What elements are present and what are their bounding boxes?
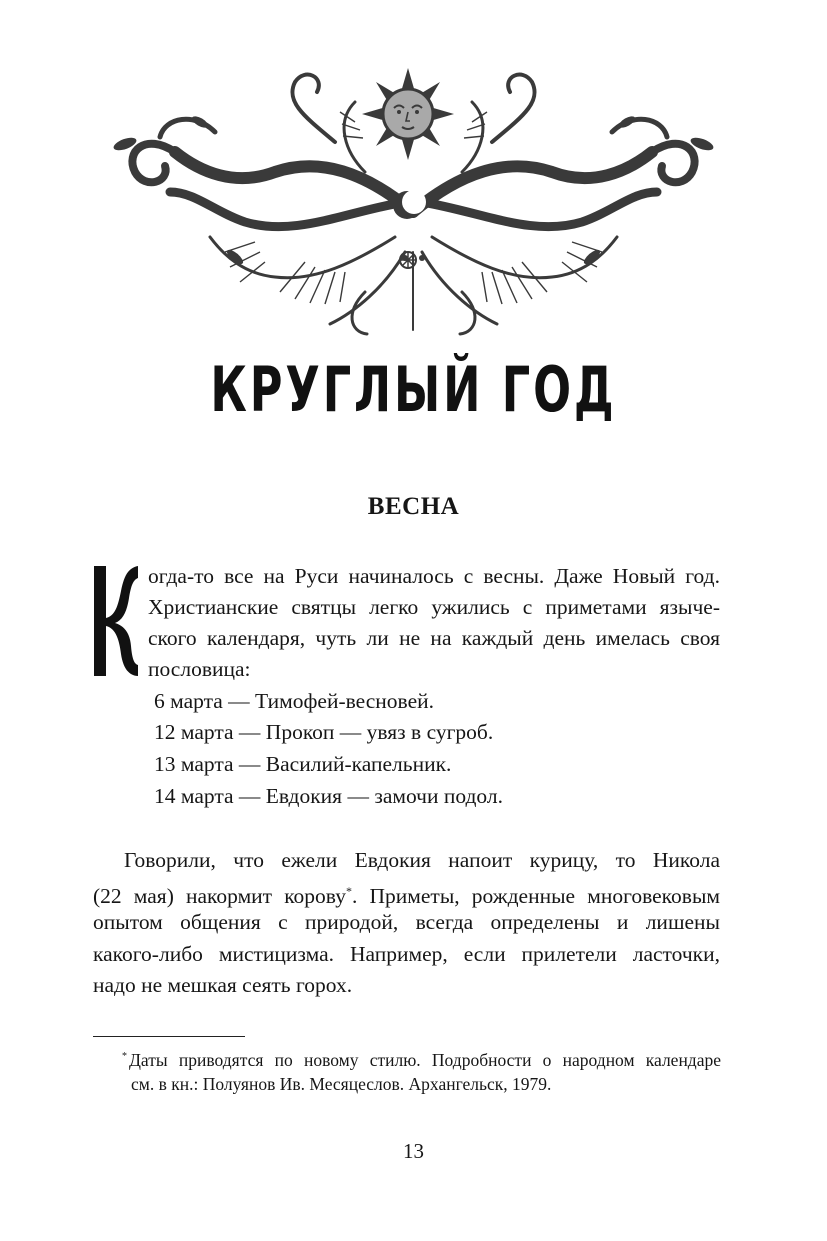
intro-line-4: пословица: [148,657,251,681]
proverb-line: 12 марта — Прокоп — увяз в сугроб. [154,720,494,744]
footnote-divider [93,1036,245,1037]
dropcap-letter [93,566,139,676]
paragraph-line-2: (22 мая) накормит корову*. Приметы, рожденные многовековым [93,884,720,908]
intro-line-3: ского календаря, чуть ли не на каждый день имелась своя [148,626,720,650]
intro-line-1: огда-то все на Руси начиналось с весны. Даже Новый год. [148,564,720,588]
footnote-line-2: см. в кн.: Полуянов Ив. Месяцеслов. Архангельск, 1979. [131,1074,552,1094]
chapter-title: КРУГЛЫЙ ГОД [210,353,617,426]
proverb-line: 6 марта — Тимофей-весновей. [154,689,434,713]
paragraph-line-5: надо не мешкая сеять горох. [93,973,353,997]
proverb-line: 14 марта — Евдокия — замочи подол. [154,784,503,808]
footnote-mark: * [122,1051,127,1062]
footnote-reference[interactable]: * [345,884,352,898]
page-number: 13 [403,1139,424,1163]
section-title: ВЕСНА [367,493,460,520]
paragraph-line-3: опытом общения с природой, всегда определены и лишены [93,910,720,934]
footnote-line-1: * Даты приводятся по новому стилю. Подробности о народном календаре [122,1050,721,1070]
folk-ornament-sun-icon [105,62,722,342]
proverb-line: 13 марта — Василий-капельник. [154,752,452,776]
intro-line-2: Христианские святцы легко ужились с приметами языче- [148,595,720,619]
paragraph-line-1: Говорили, что ежели Евдокия напоит курицу, то Никола [124,848,720,872]
paragraph-line-4: какого-либо мистицизма. Например, если прилетели ласточки, [93,942,720,966]
